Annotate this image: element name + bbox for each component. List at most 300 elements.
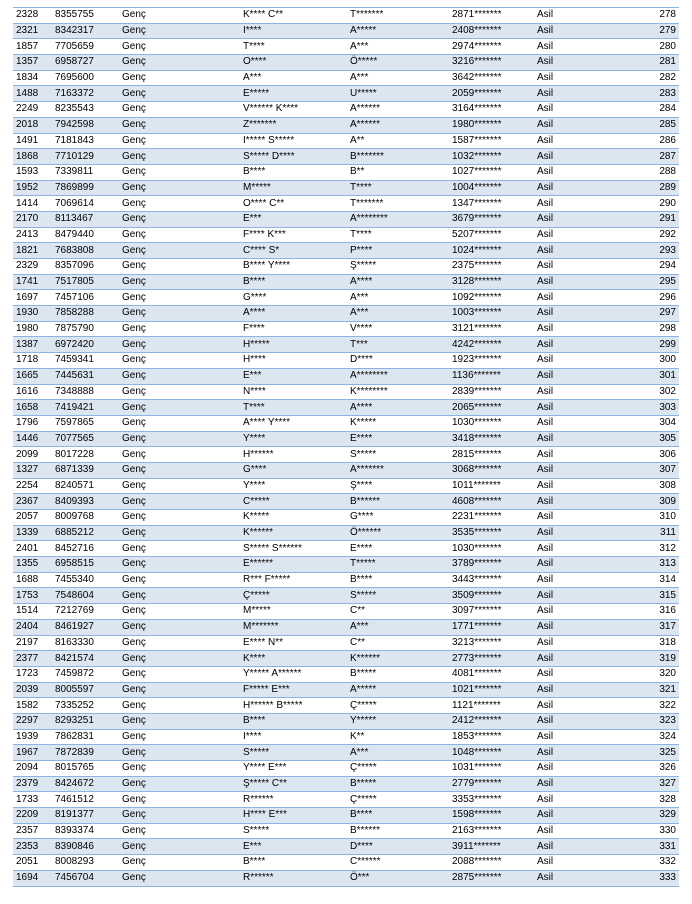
masked-id-cell: 3679******* <box>450 211 535 227</box>
name-cell: M***** <box>241 180 348 196</box>
masked-id-cell: 2815******* <box>450 447 535 463</box>
status-cell: Asil <box>535 823 595 839</box>
number-cell: 8342317 <box>53 23 120 39</box>
category-cell: Genç <box>120 666 241 682</box>
row-id-cell: 1387 <box>13 337 53 353</box>
rank-cell: 290 <box>595 196 679 212</box>
name-cell: I**** <box>241 729 348 745</box>
status-cell: Asil <box>535 604 595 620</box>
row-id-cell: 1930 <box>13 306 53 322</box>
surname-cell: G**** <box>348 510 450 526</box>
table-row <box>13 368 679 384</box>
category-cell: Genç <box>120 572 241 588</box>
status-cell: Asil <box>535 8 595 24</box>
status-cell: Asil <box>535 713 595 729</box>
row-id-cell: 1658 <box>13 400 53 416</box>
row-id-cell: 1491 <box>13 133 53 149</box>
masked-id-cell: 2408******* <box>450 23 535 39</box>
masked-id-cell: 2059******* <box>450 86 535 102</box>
rank-cell: 309 <box>595 494 679 510</box>
status-cell: Asil <box>535 635 595 651</box>
name-cell: S***** <box>241 745 348 761</box>
surname-cell: A*** <box>348 39 450 55</box>
row-id-cell: 1446 <box>13 431 53 447</box>
rank-cell: 295 <box>595 274 679 290</box>
rank-cell: 332 <box>595 855 679 871</box>
rank-cell: 330 <box>595 823 679 839</box>
masked-id-cell: 1598******* <box>450 808 535 824</box>
rank-cell: 320 <box>595 666 679 682</box>
surname-cell: C****** <box>348 855 450 871</box>
table-row <box>13 525 679 541</box>
masked-id-cell: 2871******* <box>450 8 535 24</box>
table-row <box>13 227 679 243</box>
surname-cell: T******* <box>348 196 450 212</box>
status-cell: Asil <box>535 698 595 714</box>
rank-cell: 279 <box>595 23 679 39</box>
table-row <box>13 651 679 667</box>
table-row <box>13 682 679 698</box>
masked-id-cell: 1853******* <box>450 729 535 745</box>
name-cell: A**** Y**** <box>241 415 348 431</box>
number-cell: 8357096 <box>53 259 120 275</box>
number-cell: 8005597 <box>53 682 120 698</box>
name-cell: Y**** <box>241 478 348 494</box>
status-cell: Asil <box>535 227 595 243</box>
category-cell: Genç <box>120 86 241 102</box>
number-cell: 7181843 <box>53 133 120 149</box>
row-id-cell: 1723 <box>13 666 53 682</box>
number-cell: 8163330 <box>53 635 120 651</box>
surname-cell: B**** <box>348 572 450 588</box>
masked-id-cell: 1121******* <box>450 698 535 714</box>
number-cell: 8008293 <box>53 855 120 871</box>
table-row <box>13 808 679 824</box>
number-cell: 7077565 <box>53 431 120 447</box>
masked-id-cell: 1021******* <box>450 682 535 698</box>
table-row <box>13 494 679 510</box>
table-row <box>13 86 679 102</box>
number-cell: 8293251 <box>53 713 120 729</box>
table-row <box>13 431 679 447</box>
table-row <box>13 274 679 290</box>
row-id-cell: 2209 <box>13 808 53 824</box>
category-cell: Genç <box>120 808 241 824</box>
category-cell: Genç <box>120 619 241 635</box>
number-cell: 7869899 <box>53 180 120 196</box>
table-row <box>13 823 679 839</box>
category-cell: Genç <box>120 211 241 227</box>
status-cell: Asil <box>535 729 595 745</box>
masked-id-cell: 3213******* <box>450 635 535 651</box>
masked-id-cell: 4242******* <box>450 337 535 353</box>
category-cell: Genç <box>120 39 241 55</box>
masked-id-cell: 3535******* <box>450 525 535 541</box>
name-cell: A*** <box>241 70 348 86</box>
table-row <box>13 321 679 337</box>
row-id-cell: 1834 <box>13 70 53 86</box>
category-cell: Genç <box>120 117 241 133</box>
table-row <box>13 510 679 526</box>
rank-cell: 319 <box>595 651 679 667</box>
masked-id-cell: 1980******* <box>450 117 535 133</box>
rank-cell: 318 <box>595 635 679 651</box>
number-cell: 7705659 <box>53 39 120 55</box>
number-cell: 8355755 <box>53 8 120 24</box>
rank-cell: 282 <box>595 70 679 86</box>
row-id-cell: 1339 <box>13 525 53 541</box>
surname-cell: T***** <box>348 557 450 573</box>
rank-cell: 316 <box>595 604 679 620</box>
name-cell: M******* <box>241 619 348 635</box>
number-cell: 6885212 <box>53 525 120 541</box>
number-cell: 8421574 <box>53 651 120 667</box>
masked-id-cell: 3642******* <box>450 70 535 86</box>
masked-id-cell: 2375******* <box>450 259 535 275</box>
rank-cell: 283 <box>595 86 679 102</box>
rank-cell: 323 <box>595 713 679 729</box>
table-row <box>13 70 679 86</box>
surname-cell: V**** <box>348 321 450 337</box>
category-cell: Genç <box>120 635 241 651</box>
surname-cell: A******* <box>348 462 450 478</box>
status-cell: Asil <box>535 776 595 792</box>
name-cell: S***** D**** <box>241 149 348 165</box>
masked-id-cell: 1024******* <box>450 243 535 259</box>
category-cell: Genç <box>120 368 241 384</box>
masked-id-cell: 2231******* <box>450 510 535 526</box>
masked-id-cell: 3418******* <box>450 431 535 447</box>
status-cell: Asil <box>535 557 595 573</box>
name-cell: K***** <box>241 510 348 526</box>
table-row <box>13 133 679 149</box>
masked-id-cell: 3789******* <box>450 557 535 573</box>
status-cell: Asil <box>535 55 595 71</box>
category-cell: Genç <box>120 525 241 541</box>
surname-cell: K******** <box>348 384 450 400</box>
surname-cell: A*** <box>348 745 450 761</box>
status-cell: Asil <box>535 368 595 384</box>
table-row <box>13 447 679 463</box>
category-cell: Genç <box>120 70 241 86</box>
rank-cell: 321 <box>595 682 679 698</box>
masked-id-cell: 3068******* <box>450 462 535 478</box>
status-cell: Asil <box>535 290 595 306</box>
status-cell: Asil <box>535 761 595 777</box>
surname-cell: Ş***** <box>348 259 450 275</box>
category-cell: Genç <box>120 23 241 39</box>
status-cell: Asil <box>535 211 595 227</box>
category-cell: Genç <box>120 510 241 526</box>
rank-cell: 326 <box>595 761 679 777</box>
number-cell: 8452716 <box>53 541 120 557</box>
row-id-cell: 1733 <box>13 792 53 808</box>
name-cell: E***** <box>241 86 348 102</box>
table-row <box>13 306 679 322</box>
row-id-cell: 2297 <box>13 713 53 729</box>
number-cell: 7455340 <box>53 572 120 588</box>
masked-id-cell: 1003******* <box>450 306 535 322</box>
number-cell: 7875790 <box>53 321 120 337</box>
rank-cell: 287 <box>595 149 679 165</box>
row-id-cell: 2377 <box>13 651 53 667</box>
status-cell: Asil <box>535 541 595 557</box>
name-cell: E*** <box>241 368 348 384</box>
surname-cell: T******* <box>348 8 450 24</box>
name-cell: A**** <box>241 306 348 322</box>
row-id-cell: 2099 <box>13 447 53 463</box>
name-cell: O**** <box>241 55 348 71</box>
masked-id-cell: 3164******* <box>450 102 535 118</box>
row-id-cell: 1514 <box>13 604 53 620</box>
number-cell: 7858288 <box>53 306 120 322</box>
status-cell: Asil <box>535 259 595 275</box>
number-cell: 7683808 <box>53 243 120 259</box>
rank-cell: 292 <box>595 227 679 243</box>
row-id-cell: 1980 <box>13 321 53 337</box>
table-row <box>13 102 679 118</box>
number-cell: 8009768 <box>53 510 120 526</box>
row-id-cell: 1327 <box>13 462 53 478</box>
rank-cell: 299 <box>595 337 679 353</box>
number-cell: 7335252 <box>53 698 120 714</box>
surname-cell: B***** <box>348 776 450 792</box>
rank-cell: 286 <box>595 133 679 149</box>
number-cell: 8240571 <box>53 478 120 494</box>
surname-cell: A****** <box>348 117 450 133</box>
row-id-cell: 2401 <box>13 541 53 557</box>
rank-cell: 310 <box>595 510 679 526</box>
masked-id-cell: 3509******* <box>450 588 535 604</box>
rank-cell: 317 <box>595 619 679 635</box>
name-cell: Z******* <box>241 117 348 133</box>
number-cell: 8015765 <box>53 761 120 777</box>
data-table <box>13 7 679 887</box>
row-id-cell: 2353 <box>13 839 53 855</box>
status-cell: Asil <box>535 839 595 855</box>
masked-id-cell: 2412******* <box>450 713 535 729</box>
row-id-cell: 1753 <box>13 588 53 604</box>
row-id-cell: 1414 <box>13 196 53 212</box>
rank-cell: 308 <box>595 478 679 494</box>
category-cell: Genç <box>120 651 241 667</box>
status-cell: Asil <box>535 808 595 824</box>
masked-id-cell: 5207******* <box>450 227 535 243</box>
surname-cell: E**** <box>348 431 450 447</box>
surname-cell: Ç***** <box>348 761 450 777</box>
table-row <box>13 164 679 180</box>
status-cell: Asil <box>535 86 595 102</box>
surname-cell: C** <box>348 604 450 620</box>
number-cell: 8424672 <box>53 776 120 792</box>
name-cell: I**** <box>241 23 348 39</box>
number-cell: 7459341 <box>53 353 120 369</box>
number-cell: 7517805 <box>53 274 120 290</box>
category-cell: Genç <box>120 306 241 322</box>
number-cell: 7419421 <box>53 400 120 416</box>
status-cell: Asil <box>535 415 595 431</box>
row-id-cell: 2094 <box>13 761 53 777</box>
category-cell: Genç <box>120 761 241 777</box>
status-cell: Asil <box>535 619 595 635</box>
name-cell: G**** <box>241 290 348 306</box>
number-cell: 8393374 <box>53 823 120 839</box>
name-cell: Y***** A****** <box>241 666 348 682</box>
row-id-cell: 1967 <box>13 745 53 761</box>
surname-cell: A******** <box>348 368 450 384</box>
masked-id-cell: 1031******* <box>450 761 535 777</box>
table-row <box>13 353 679 369</box>
rank-cell: 331 <box>595 839 679 855</box>
row-id-cell: 1665 <box>13 368 53 384</box>
table-row <box>13 400 679 416</box>
row-id-cell: 1857 <box>13 39 53 55</box>
row-id-cell: 2404 <box>13 619 53 635</box>
masked-id-cell: 1027******* <box>450 164 535 180</box>
name-cell: K**** C** <box>241 8 348 24</box>
category-cell: Genç <box>120 196 241 212</box>
number-cell: 7695600 <box>53 70 120 86</box>
row-id-cell: 1616 <box>13 384 53 400</box>
table-row <box>13 196 679 212</box>
table-row <box>13 259 679 275</box>
number-cell: 7872839 <box>53 745 120 761</box>
table-row <box>13 792 679 808</box>
category-cell: Genç <box>120 353 241 369</box>
name-cell: N**** <box>241 384 348 400</box>
masked-id-cell: 2163******* <box>450 823 535 839</box>
category-cell: Genç <box>120 698 241 714</box>
number-cell: 6871339 <box>53 462 120 478</box>
table-row <box>13 619 679 635</box>
rank-cell: 325 <box>595 745 679 761</box>
surname-cell: K****** <box>348 651 450 667</box>
table-row <box>13 698 679 714</box>
row-id-cell: 2321 <box>13 23 53 39</box>
name-cell: B**** <box>241 713 348 729</box>
table-row <box>13 604 679 620</box>
rank-cell: 314 <box>595 572 679 588</box>
surname-cell: A***** <box>348 682 450 698</box>
rank-cell: 296 <box>595 290 679 306</box>
status-cell: Asil <box>535 149 595 165</box>
masked-id-cell: 4608******* <box>450 494 535 510</box>
name-cell: E*** <box>241 839 348 855</box>
row-id-cell: 2367 <box>13 494 53 510</box>
surname-cell: B****** <box>348 494 450 510</box>
number-cell: 8479440 <box>53 227 120 243</box>
number-cell: 7942598 <box>53 117 120 133</box>
masked-id-cell: 1011******* <box>450 478 535 494</box>
number-cell: 7212769 <box>53 604 120 620</box>
category-cell: Genç <box>120 102 241 118</box>
masked-id-cell: 2839******* <box>450 384 535 400</box>
rank-cell: 315 <box>595 588 679 604</box>
rank-cell: 281 <box>595 55 679 71</box>
status-cell: Asil <box>535 196 595 212</box>
surname-cell: A****** <box>348 102 450 118</box>
status-cell: Asil <box>535 682 595 698</box>
surname-cell: A**** <box>348 274 450 290</box>
surname-cell: Ö****** <box>348 525 450 541</box>
number-cell: 7862831 <box>53 729 120 745</box>
table-row <box>13 290 679 306</box>
status-cell: Asil <box>535 117 595 133</box>
surname-cell: S***** <box>348 588 450 604</box>
status-cell: Asil <box>535 321 595 337</box>
row-id-cell: 2357 <box>13 823 53 839</box>
category-cell: Genç <box>120 274 241 290</box>
category-cell: Genç <box>120 541 241 557</box>
masked-id-cell: 2065******* <box>450 400 535 416</box>
masked-id-cell: 2088******* <box>450 855 535 871</box>
masked-id-cell: 2773******* <box>450 651 535 667</box>
number-cell: 7548604 <box>53 588 120 604</box>
table-row <box>13 745 679 761</box>
number-cell: 7459872 <box>53 666 120 682</box>
number-cell: 7069614 <box>53 196 120 212</box>
name-cell: O**** C** <box>241 196 348 212</box>
rank-cell: 291 <box>595 211 679 227</box>
status-cell: Asil <box>535 870 595 886</box>
rank-cell: 305 <box>595 431 679 447</box>
masked-id-cell: 1092******* <box>450 290 535 306</box>
category-cell: Genç <box>120 776 241 792</box>
surname-cell: B** <box>348 164 450 180</box>
rank-cell: 327 <box>595 776 679 792</box>
number-cell: 8191377 <box>53 808 120 824</box>
category-cell: Genç <box>120 384 241 400</box>
table-row <box>13 713 679 729</box>
rank-cell: 297 <box>595 306 679 322</box>
surname-cell: E**** <box>348 541 450 557</box>
rank-cell: 289 <box>595 180 679 196</box>
masked-id-cell: 3353******* <box>450 792 535 808</box>
masked-id-cell: 1004******* <box>450 180 535 196</box>
surname-cell: B****** <box>348 823 450 839</box>
table-row <box>13 117 679 133</box>
masked-id-cell: 3216******* <box>450 55 535 71</box>
masked-id-cell: 4081******* <box>450 666 535 682</box>
name-cell: R****** <box>241 792 348 808</box>
table-row <box>13 8 679 24</box>
category-cell: Genç <box>120 164 241 180</box>
name-cell: S***** S****** <box>241 541 348 557</box>
category-cell: Genç <box>120 839 241 855</box>
number-cell: 8390846 <box>53 839 120 855</box>
table-row <box>13 572 679 588</box>
category-cell: Genç <box>120 8 241 24</box>
status-cell: Asil <box>535 102 595 118</box>
table-row <box>13 180 679 196</box>
status-cell: Asil <box>535 525 595 541</box>
name-cell: M***** <box>241 604 348 620</box>
category-cell: Genç <box>120 604 241 620</box>
table-row <box>13 588 679 604</box>
number-cell: 8409393 <box>53 494 120 510</box>
masked-id-cell: 1032******* <box>450 149 535 165</box>
row-id-cell: 1355 <box>13 557 53 573</box>
surname-cell: Ö*** <box>348 870 450 886</box>
status-cell: Asil <box>535 243 595 259</box>
number-cell: 7456704 <box>53 870 120 886</box>
table-row <box>13 23 679 39</box>
table-row <box>13 211 679 227</box>
name-cell: K**** <box>241 651 348 667</box>
name-cell: B**** Y**** <box>241 259 348 275</box>
row-id-cell: 1741 <box>13 274 53 290</box>
rank-cell: 302 <box>595 384 679 400</box>
